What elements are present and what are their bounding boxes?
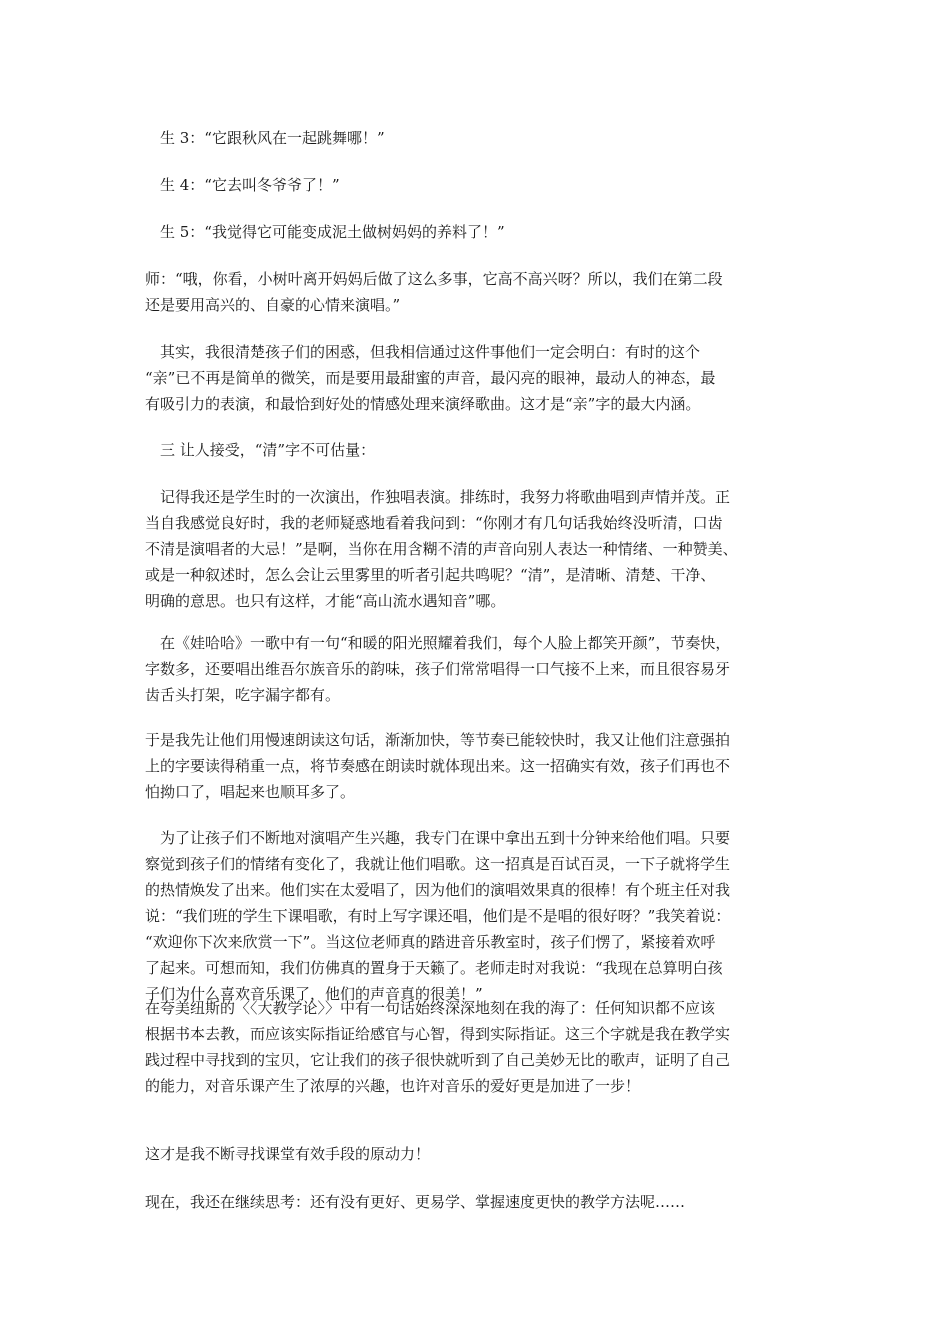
- paragraph-motivation: [145, 1141, 810, 1167]
- text-line: 生 5：“我觉得它可能变成泥土做树妈妈的养料了！”: [145, 223, 505, 241]
- text-line: 说：“我们班的学生下课唱歌，有时上写字课还唱，他们是不是唱的很好呀？”我笑着说：: [145, 907, 731, 925]
- paragraph-slow-reading: [145, 727, 810, 805]
- text-line: “欢迎你下次来欣赏一下”。当这位老师真的踏进音乐教室时，孩子们愣了，紧接着欢呼: [145, 933, 716, 951]
- text-line: 字数多，还要唱出维吾尔族音乐的韵味，孩子们常常唱得一口气接不上来，而且很容易牙: [145, 660, 731, 678]
- text-line: 在夸美纽斯的〈〈大教学论〉〉中有一句话始终深深地刻在我的海了：任何知识都不应该: [145, 999, 716, 1017]
- text-line: 其实，我很清楚孩子们的困惑，但我相信通过这件事他们一定会明白：有时的这个: [145, 343, 701, 361]
- text-line: 为了让孩子们不断地对演唱产生兴趣，我专门在课中拿出五到十分钟来给他们唱。只要: [145, 829, 731, 847]
- text-line: 齿舌头打架，吃字漏字都有。: [145, 686, 341, 704]
- text-line: 察觉到孩子们的情绪有变化了，我就让他们唱歌。这一招真是百试百灵，一下子就将学生: [145, 855, 731, 873]
- text-line: 子们为什么喜欢音乐课了，他们的声音真的很美！”: [145, 985, 483, 1003]
- paragraph-singing-interest: [145, 825, 810, 1007]
- text-line: 怕拗口了，唱起来也顺耳多了。: [145, 783, 356, 801]
- section-heading-qing: [145, 437, 810, 463]
- text-line: 当自我感觉良好时，我的老师疑惑地看着我问到：“你刚才有几句话我始终没听清，口齿: [145, 514, 723, 532]
- paragraph-comenius-quote: [145, 995, 810, 1099]
- text-line: 现在，我还在继续思考：还有没有更好、更易学、掌握速度更快的教学方法呢……: [145, 1193, 686, 1211]
- text-line: 了起来。可想而知，我们仿佛真的置身于天籁了。老师走时对我说：“我现在总算明白孩: [145, 959, 723, 977]
- text-line: 明确的意思。也只有这样，才能“高山流水遇知音”哪。: [145, 592, 506, 610]
- text-line: 的能力，对音乐课产生了浓厚的兴趣，也许对音乐的爱好更是加进了一步！: [145, 1077, 641, 1095]
- text-line: 不清是演唱者的大忌！”是啊，当你在用含糊不清的声音向别人表达一种情绪、一种赞美、: [145, 540, 738, 558]
- text-line: 这才是我不断寻找课堂有效手段的原动力！: [145, 1145, 431, 1163]
- text-line: 三 让人接受，“清”字不可估量：: [145, 441, 376, 459]
- text-line: 践过程中寻找到的宝贝，它让我们的孩子很快就听到了自己美妙无比的歌声，证明了自己: [145, 1051, 731, 1069]
- text-line: 有吸引力的表演，和最恰到好处的情感处理来演绎歌曲。这才是“亲”字的最大内涵。: [145, 395, 701, 413]
- paragraph-teacher-reply: [145, 266, 810, 318]
- paragraph-student-3: [145, 125, 810, 151]
- text-line: 师：“哦，你看，小树叶离开妈妈后做了这么多事，它高不高兴呀？所以，我们在第二段: [145, 270, 723, 288]
- paragraph-closing-question: [145, 1189, 810, 1215]
- text-line: 生 3：“它跟秋风在一起跳舞哪！”: [145, 129, 385, 147]
- text-line: 根据书本去教，而应该实际指证给感官与心智，得到实际指证。这三个字就是我在教学实: [145, 1025, 731, 1043]
- text-line: 还是要用高兴的、自豪的心情来演唱。”: [145, 296, 401, 314]
- text-line: 上的字要读得稍重一点，将节奏感在朗读时就体现出来。这一招确实有效，孩子们再也不: [145, 757, 731, 775]
- paragraph-student-4: [145, 172, 810, 198]
- paragraph-wahaha: [145, 630, 810, 708]
- paragraph-student-memory: [145, 484, 810, 614]
- text-line: 记得我还是学生时的一次演出，作独唱表演。排练时，我努力将歌曲唱到声情并茂。正: [145, 488, 731, 506]
- text-line: 的热情焕发了出来。他们实在太爱唱了，因为他们的演唱效果真的很棒！有个班主任对我: [145, 881, 731, 899]
- paragraph-student-5: [145, 219, 810, 245]
- paragraph-qin-meaning: [145, 339, 810, 417]
- text-line: “亲”已不再是简单的微笑，而是要用最甜蜜的声音，最闪亮的眼神，最动人的神态，最: [145, 369, 716, 387]
- text-line: 在《娃哈哈》一歌中有一句“和暖的阳光照耀着我们，每个人脸上都笑开颜”，节奏快，: [145, 634, 731, 652]
- text-line: 生 4：“它去叫冬爷爷了！”: [145, 176, 340, 194]
- text-line: 或是一种叙述时，怎么会让云里雾里的听者引起共鸣呢？“清”，是清晰、清楚、干净、: [145, 566, 716, 584]
- text-line: 于是我先让他们用慢速朗读这句话，渐渐加快，等节奏已能较快时，我又让他们注意强拍: [145, 731, 731, 749]
